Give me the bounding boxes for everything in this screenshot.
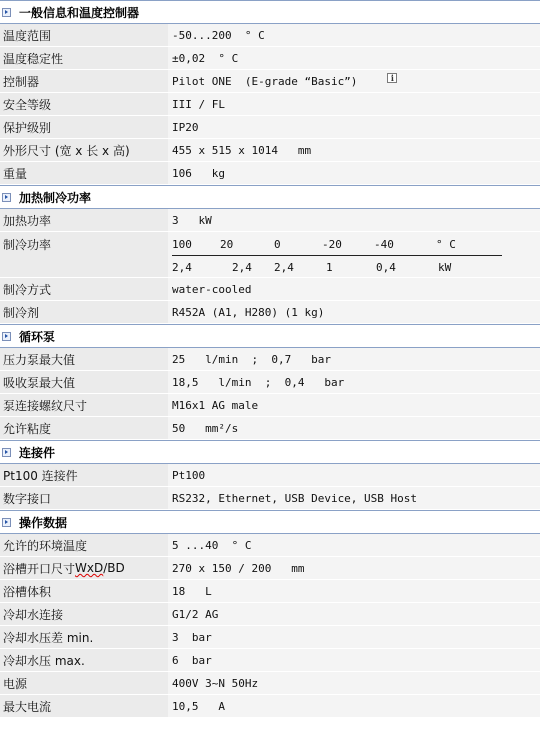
section-title: 一般信息和温度控制器	[19, 5, 140, 20]
expand-arrow-icon[interactable]	[2, 193, 11, 202]
spec-label: 制冷方式	[0, 278, 168, 300]
spellcheck-flag: WxD	[75, 561, 104, 575]
spec-row-cooling-water-max	[0, 649, 540, 672]
cooling-power-cell: 2,4	[172, 260, 192, 274]
spec-value: 18 L	[168, 580, 540, 602]
section-header-operating-data[interactable]	[0, 510, 540, 534]
spec-value: Pt100	[168, 464, 540, 486]
expand-arrow-icon[interactable]	[2, 518, 11, 527]
spec-row-temp-range	[0, 24, 540, 47]
spec-value: 25 l/min ; 0,7 bar	[168, 348, 540, 370]
spec-value: 18,5 l/min ; 0,4 bar	[168, 371, 540, 393]
spec-row-bath-volume	[0, 580, 540, 603]
cooling-divider	[172, 255, 502, 256]
expand-arrow-icon[interactable]	[2, 332, 11, 341]
spec-label: 数字接口	[0, 487, 168, 509]
spec-label: Pt100 连接件	[0, 464, 168, 486]
cooling-temp-cell: 0	[274, 237, 281, 251]
section-header-general[interactable]	[0, 0, 540, 24]
cooling-temp-cell: 100	[172, 237, 192, 251]
controller-value: Pilot ONE (E-grade “Basic”)	[172, 74, 358, 88]
section-title: 加热制冷功率	[19, 190, 92, 205]
spec-value: -50...200 ° C	[168, 24, 540, 46]
spec-value: IP20	[168, 116, 540, 138]
cooling-power-cell: 0,4	[376, 260, 396, 274]
spec-value: 400V 3~N 50Hz	[168, 672, 540, 694]
cooling-power-cell: 2,4	[232, 260, 252, 274]
spec-row-bath-opening	[0, 557, 540, 580]
section-header-circulation-pump[interactable]	[0, 324, 540, 348]
spec-value: 455 x 515 x 1014 mm	[168, 139, 540, 161]
spec-row-pump-thread	[0, 394, 540, 417]
spec-label: 压力泵最大值	[0, 348, 168, 370]
spec-value: RS232, Ethernet, USB Device, USB Host	[168, 487, 540, 509]
section-title: 循环泵	[19, 329, 56, 344]
spec-label: 制冷剂	[0, 301, 168, 323]
spec-value: 3 bar	[168, 626, 540, 648]
info-icon[interactable]: i	[387, 73, 397, 83]
spec-row-controller	[0, 70, 540, 93]
spec-label: 吸收泵最大值	[0, 371, 168, 393]
cooling-temp-cell: ° C	[436, 237, 456, 251]
spec-row-safety-class	[0, 93, 540, 116]
spec-row-weight	[0, 162, 540, 185]
spec-value: 3 kW	[168, 209, 540, 231]
spec-label: 允许的环境温度	[0, 534, 168, 556]
cooling-power-table	[168, 232, 540, 277]
spec-row-refrigerant	[0, 301, 540, 324]
spec-row-pt100	[0, 464, 540, 487]
spec-value: 106 kg	[168, 162, 540, 184]
spec-value: ±0,02 ° C	[168, 47, 540, 69]
expand-arrow-icon[interactable]	[2, 448, 11, 457]
spec-label: 温度稳定性	[0, 47, 168, 69]
cooling-temp-cell: -20	[322, 237, 342, 251]
spec-value: III / FL	[168, 93, 540, 115]
spec-row-suction-max	[0, 371, 540, 394]
spec-label: 制冷功率	[0, 232, 168, 277]
spec-label: 电源	[0, 672, 168, 694]
spec-row-viscosity	[0, 417, 540, 440]
spec-row-protection-class	[0, 116, 540, 139]
spec-row-digital-interface	[0, 487, 540, 510]
spec-label: 冷却水连接	[0, 603, 168, 625]
spec-value: G1/2 AG	[168, 603, 540, 625]
spec-label: 加热功率	[0, 209, 168, 231]
spec-label: 外形尺寸 (宽 x 长 x 高)	[0, 139, 168, 161]
spec-row-cooling-water-connection	[0, 603, 540, 626]
section-header-heating-cooling[interactable]	[0, 185, 540, 209]
spec-row-cooling-method	[0, 278, 540, 301]
spec-label: 温度范围	[0, 24, 168, 46]
spec-value: M16x1 AG male	[168, 394, 540, 416]
spec-value: water-cooled	[168, 278, 540, 300]
spec-row-max-current	[0, 695, 540, 718]
spec-label: 冷却水压 max.	[0, 649, 168, 671]
section-title: 连接件	[19, 445, 56, 460]
spec-label: 冷却水压差 min.	[0, 626, 168, 648]
spec-label: 浴槽体积	[0, 580, 168, 602]
cooling-power-cell: kW	[438, 260, 452, 274]
spec-label: 泵连接螺纹尺寸	[0, 394, 168, 416]
spec-label: 最大电流	[0, 695, 168, 717]
spec-label: 允许粘度	[0, 417, 168, 439]
expand-arrow-icon[interactable]	[2, 8, 11, 17]
spec-value: 50 mm²/s	[168, 417, 540, 439]
label-part: /BD	[103, 561, 125, 575]
cooling-temp-row	[172, 235, 540, 253]
cooling-power-cell: 2,4	[274, 260, 294, 274]
cooling-temp-cell: -40	[374, 237, 394, 251]
spec-value: R452A (A1, H280) (1 kg)	[168, 301, 540, 323]
section-header-connections[interactable]	[0, 440, 540, 464]
spec-label: 控制器	[0, 70, 168, 92]
spec-value: 5 ...40 ° C	[168, 534, 540, 556]
cooling-power-cell: 1	[326, 260, 333, 274]
spec-row-cooling-power	[0, 232, 540, 278]
spec-row-ambient-temp	[0, 534, 540, 557]
spec-row-temp-stability	[0, 47, 540, 70]
label-part: 浴槽开口尺寸	[3, 561, 76, 576]
spec-value: 270 x 150 / 200 mm	[168, 557, 540, 579]
spec-label: 重量	[0, 162, 168, 184]
spec-value	[168, 70, 540, 92]
spec-row-cooling-water-diff	[0, 626, 540, 649]
spec-row-dimensions	[0, 139, 540, 162]
cooling-temp-cell: 20	[220, 237, 234, 251]
spec-value: 6 bar	[168, 649, 540, 671]
cooling-power-row	[172, 258, 540, 276]
spec-row-pressure-max	[0, 348, 540, 371]
section-title: 操作数据	[19, 515, 68, 530]
spec-label: 保护级别	[0, 116, 168, 138]
spec-label	[0, 557, 168, 579]
spec-row-power-supply	[0, 672, 540, 695]
spec-label: 安全等级	[0, 93, 168, 115]
spec-value: 10,5 A	[168, 695, 540, 717]
spec-row-heating-power	[0, 209, 540, 232]
